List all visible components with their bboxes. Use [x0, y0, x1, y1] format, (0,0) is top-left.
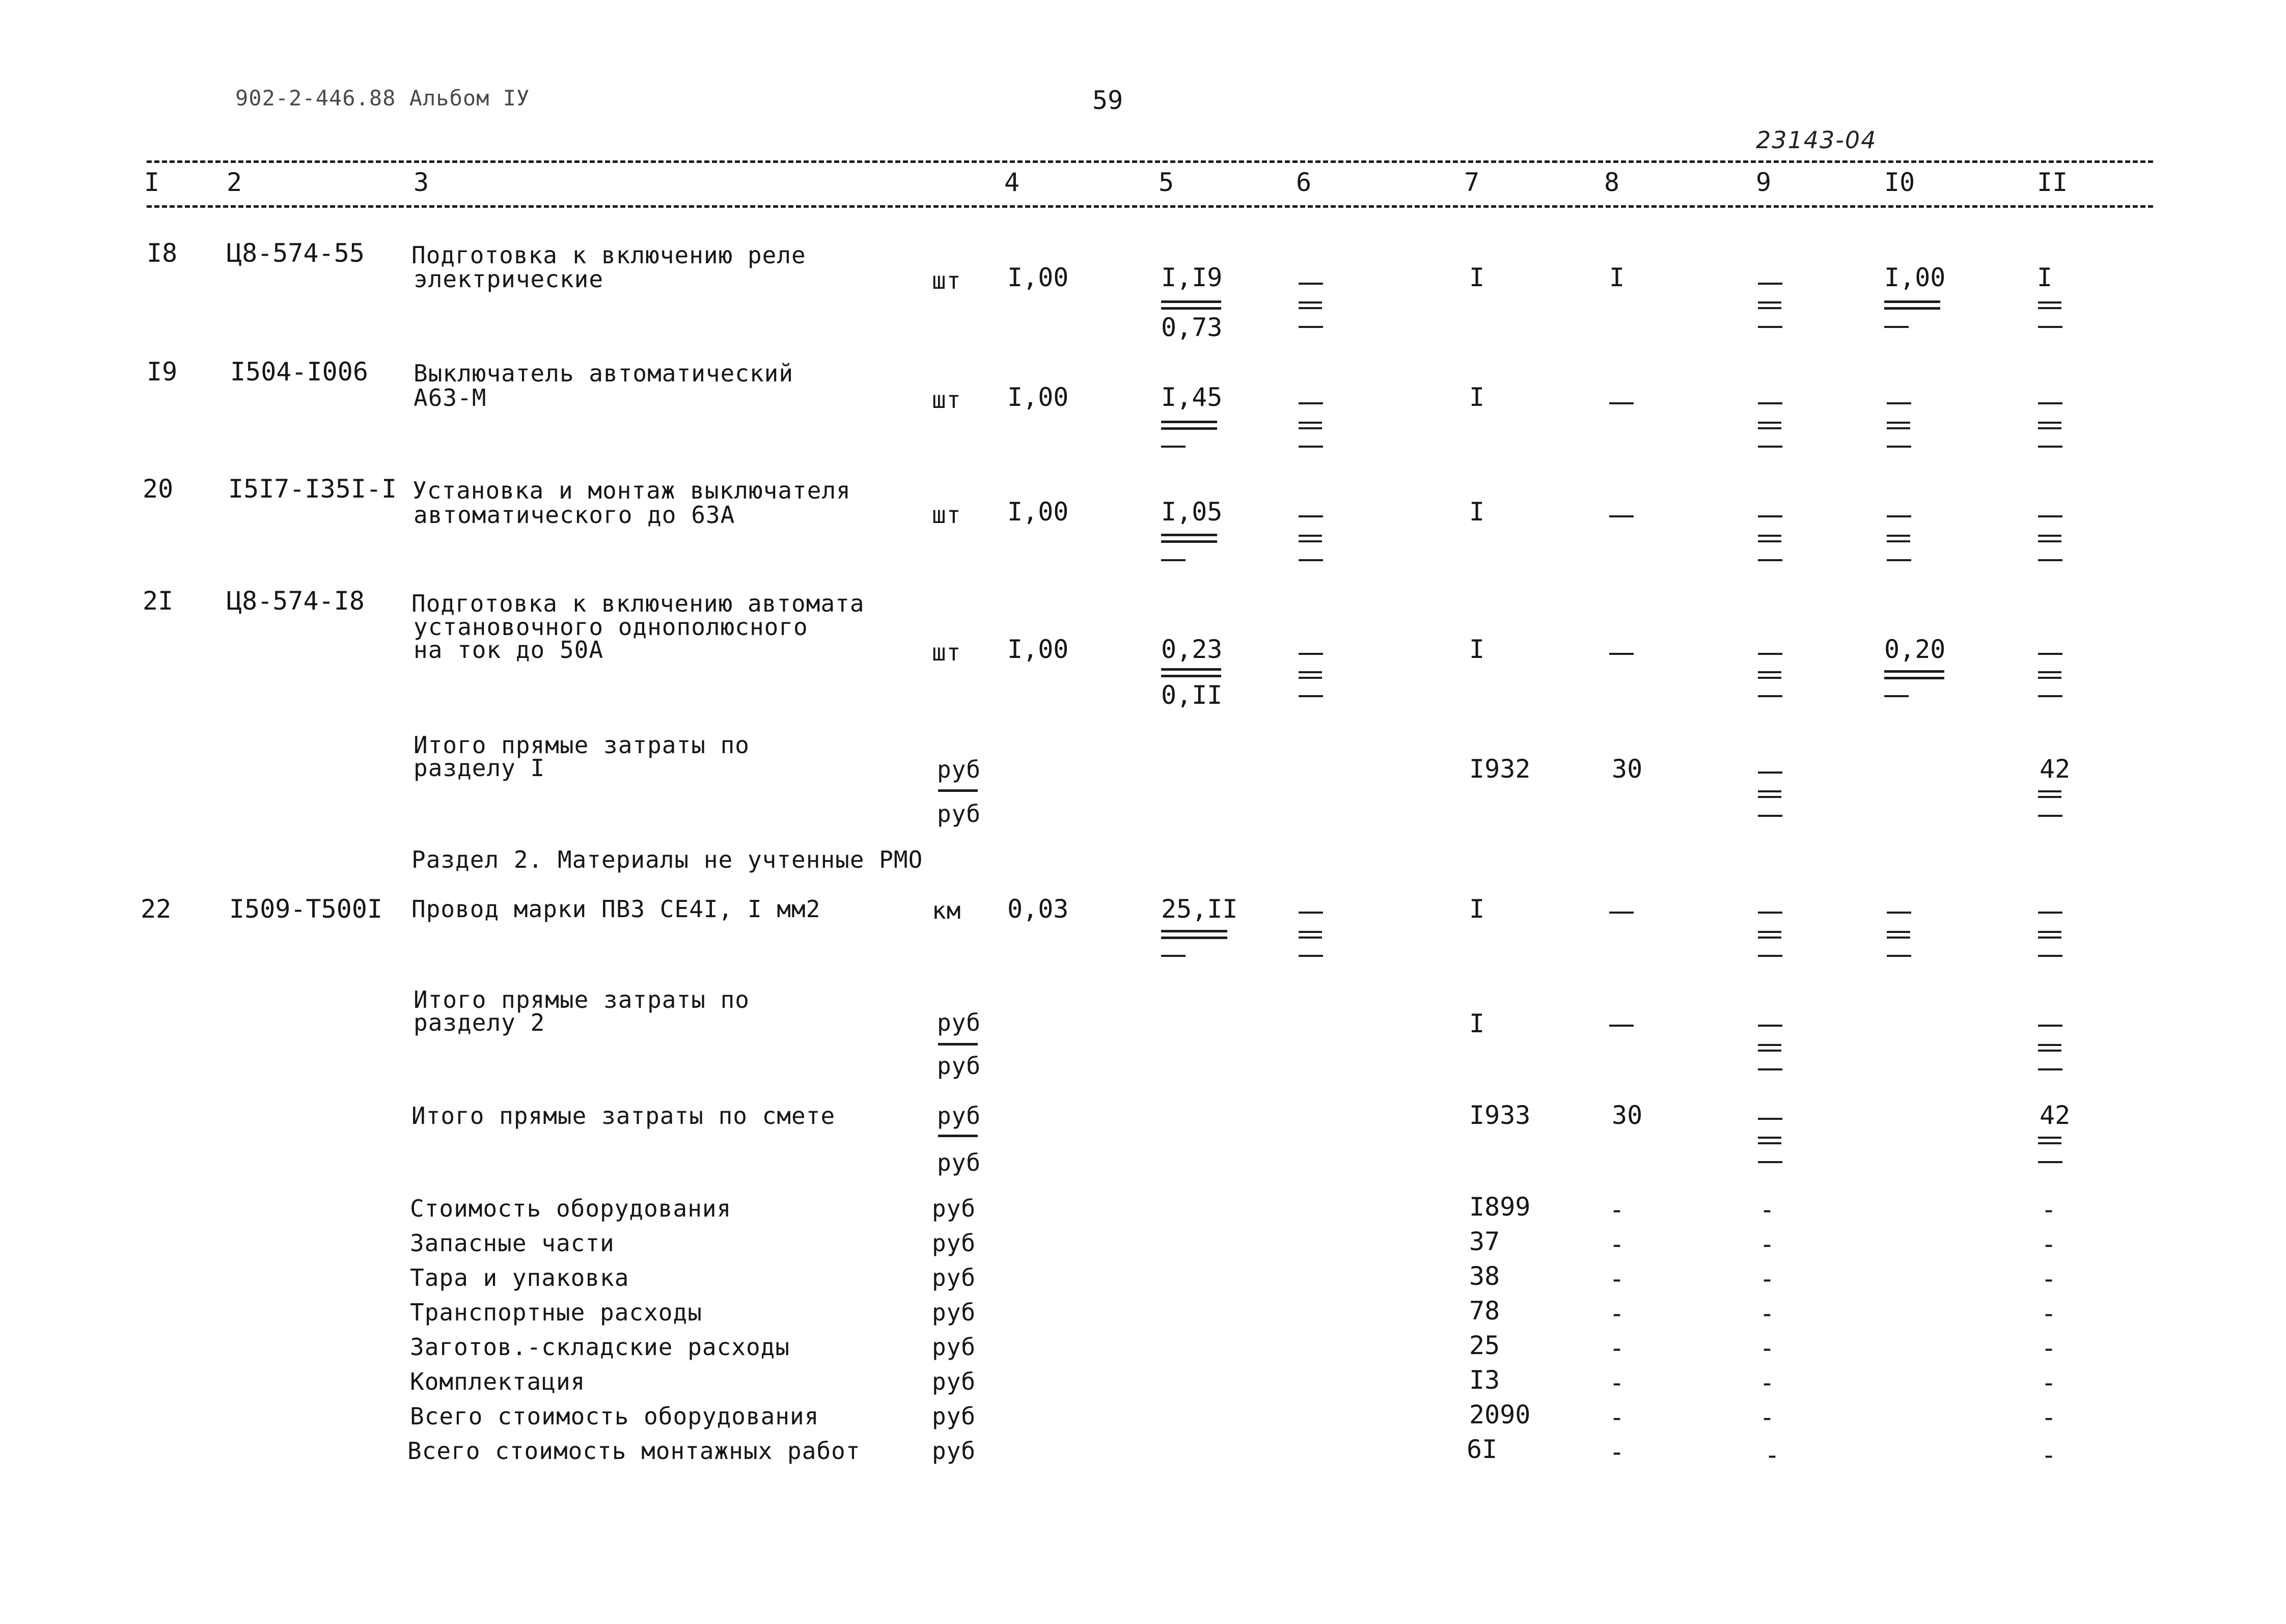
fraction-rule — [938, 1043, 978, 1045]
dash-fraction-mark — [1299, 931, 1322, 933]
column-number-5: 5 — [1159, 168, 1174, 197]
dash-mark — [1609, 653, 1634, 655]
dash-mark — [1609, 515, 1634, 517]
column-10-top: I,00 — [1884, 263, 1946, 292]
dash-mark — [2038, 559, 2062, 561]
dash-fraction-mark — [1887, 422, 1910, 424]
summary-label: Стоимость оборудования — [410, 1195, 732, 1222]
dash-fraction-mark — [2038, 422, 2061, 424]
unit-bottom: руб — [937, 1052, 981, 1080]
unit: шт — [932, 639, 961, 666]
dash-mark — [2038, 1068, 2062, 1070]
dash-mark — [1887, 446, 1911, 448]
dash-fraction-mark — [1758, 535, 1781, 537]
dash-fraction-mark — [1758, 671, 1781, 673]
summary-value: 78 — [1469, 1296, 1500, 1326]
dash-mark — [1299, 446, 1323, 448]
dash-mark — [1758, 1068, 1782, 1070]
total-cost: I — [1469, 894, 1485, 924]
dash-mark — [2038, 695, 2062, 697]
summary-unit: руб — [932, 1299, 976, 1326]
dash-mark — [2038, 815, 2062, 817]
dash-fraction-mark — [2038, 671, 2061, 673]
summary-unit: руб — [932, 1195, 976, 1222]
dash-mark — [1299, 955, 1323, 957]
dash-mark — [1161, 446, 1186, 448]
dash-mark — [1758, 283, 1782, 285]
unit: км — [932, 897, 961, 924]
summary-label: Комплектация — [410, 1368, 586, 1395]
dash-mark — [1299, 515, 1323, 517]
summary-dash: - — [1759, 1264, 1775, 1293]
total-cost: I932 — [1469, 754, 1531, 784]
column-number-4: 4 — [1004, 168, 1020, 197]
dash-fraction-mark — [1758, 301, 1781, 304]
item-name-line: Выключатель автоматический — [414, 360, 794, 387]
summary-unit: руб — [932, 1229, 976, 1257]
unit-cost-top: I,I9 — [1161, 263, 1223, 292]
album-reference: 902-2-446.88 Альбом IУ — [235, 86, 530, 111]
summary-value: 6I — [1467, 1435, 1498, 1464]
unit: руб — [937, 756, 981, 783]
summary-dash: - — [1759, 1299, 1775, 1328]
summary-dash: - — [2041, 1440, 2057, 1470]
item-name-line: установочного однополюсного — [414, 613, 808, 641]
wage-cost: 30 — [1612, 754, 1643, 784]
dash-mark — [1758, 515, 1782, 517]
unit-cost-top: 0,23 — [1161, 635, 1223, 664]
price-code: Ц8-574-55 — [227, 238, 365, 268]
item-name-line: Итого прямые затраты по — [414, 731, 750, 759]
summary-dash: - — [2041, 1402, 2057, 1432]
dash-mark — [1609, 1025, 1634, 1027]
header-bottom-rule — [147, 205, 2153, 208]
item-name-line: разделу I — [414, 754, 545, 782]
unit: шт — [932, 267, 961, 294]
dash-mark — [1887, 955, 1911, 957]
fraction-rule — [1161, 421, 1217, 423]
summary-dash: - — [1609, 1195, 1625, 1224]
summary-dash: - — [2041, 1195, 2057, 1224]
dash-mark — [1758, 559, 1782, 561]
quantity: I,00 — [1007, 263, 1069, 292]
dash-fraction-mark — [1299, 535, 1322, 537]
summary-dash: - — [1609, 1368, 1625, 1397]
fraction-rule — [938, 1135, 978, 1137]
column-11-top: 42 — [2040, 1100, 2071, 1130]
quantity: I,00 — [1007, 497, 1069, 527]
dash-mark — [1758, 326, 1782, 328]
quantity: I,00 — [1007, 635, 1069, 664]
dash-fraction-mark — [1887, 931, 1910, 933]
unit-bottom: руб — [937, 1149, 981, 1176]
price-code: I5I7-I35I-I — [228, 474, 397, 504]
fraction-rule — [1884, 300, 1940, 303]
unit: руб — [937, 1102, 981, 1130]
fraction-rule — [1161, 534, 1217, 536]
dash-mark — [1758, 955, 1782, 957]
dash-mark — [1299, 559, 1323, 561]
item-name-line: А63-М — [414, 384, 487, 411]
dash-mark — [1758, 1025, 1782, 1027]
dash-mark — [1758, 1118, 1782, 1120]
summary-value: 25 — [1469, 1331, 1500, 1360]
dash-fraction-mark — [1299, 671, 1322, 673]
unit-bottom: руб — [937, 800, 981, 828]
row-number: 20 — [143, 474, 174, 504]
item-name-line: Подготовка к включению автомата — [411, 590, 865, 617]
summary-label: Всего стоимость оборудования — [410, 1402, 819, 1430]
column-number-9: 9 — [1756, 168, 1772, 197]
dash-mark — [1609, 402, 1634, 404]
summary-value: 38 — [1469, 1261, 1500, 1291]
dash-mark — [1887, 515, 1911, 517]
summary-dash: - — [1759, 1402, 1775, 1432]
total-cost: I933 — [1469, 1100, 1531, 1130]
item-name-line: на ток до 50А — [414, 636, 604, 664]
item-name-line: Итого прямые затраты по — [414, 986, 750, 1013]
dash-fraction-mark — [2038, 790, 2061, 792]
unit-cost-bottom: 0,73 — [1161, 313, 1223, 342]
summary-dash: - — [1609, 1333, 1625, 1363]
column-number-1: I — [144, 168, 160, 197]
summary-value: I3 — [1469, 1365, 1500, 1395]
summary-dash: - — [2041, 1368, 2057, 1397]
dash-mark — [2038, 326, 2062, 328]
dash-mark — [2038, 653, 2062, 655]
item-name-line: Итого прямые затраты по смете — [411, 1102, 836, 1130]
item-name-line: разделу 2 — [414, 1009, 545, 1036]
wage-cost: 30 — [1612, 1100, 1643, 1130]
column-number-2: 2 — [227, 168, 242, 197]
dash-mark — [1299, 402, 1323, 404]
dash-mark — [1758, 912, 1782, 914]
column-number-8: 8 — [1604, 168, 1620, 197]
document-code: 23143-04 — [1756, 126, 1877, 154]
summary-dash: - — [1759, 1333, 1775, 1363]
column-11-top: I — [2037, 263, 2053, 292]
summary-dash: - — [1609, 1264, 1625, 1293]
dash-mark — [1758, 446, 1782, 448]
dash-mark — [1758, 695, 1782, 697]
dash-mark — [2038, 402, 2062, 404]
dash-mark — [1299, 653, 1323, 655]
dash-mark — [2038, 515, 2062, 517]
summary-value: 2090 — [1469, 1400, 1531, 1429]
dash-mark — [1161, 559, 1186, 561]
dash-fraction-mark — [1758, 790, 1781, 792]
item-name-line: Провод марки ПВЗ СЕ4I, I мм2 — [411, 895, 821, 923]
summary-dash: - — [1765, 1440, 1780, 1470]
row-number: I9 — [147, 357, 178, 387]
summary-unit: руб — [932, 1437, 976, 1465]
summary-unit: руб — [932, 1368, 976, 1395]
column-number-7: 7 — [1464, 168, 1480, 197]
column-number-10: I0 — [1884, 168, 1915, 197]
dash-mark — [1887, 912, 1911, 914]
dash-fraction-mark — [1758, 422, 1781, 424]
unit-cost-top: I,45 — [1161, 382, 1223, 412]
dash-mark — [1299, 326, 1323, 328]
row-number: 22 — [141, 894, 172, 924]
dash-mark — [2038, 446, 2062, 448]
dash-fraction-mark — [1758, 1137, 1781, 1139]
price-code: Ц8-574-I8 — [227, 586, 365, 616]
dash-fraction-mark — [1758, 1044, 1781, 1046]
column-11-top: 42 — [2040, 754, 2071, 784]
total-cost: I — [1469, 263, 1485, 292]
total-cost: I — [1469, 497, 1485, 527]
price-code: I504-I006 — [230, 357, 368, 387]
quantity: 0,03 — [1007, 894, 1069, 924]
fraction-rule — [1161, 930, 1227, 932]
dash-fraction-mark — [1299, 301, 1322, 304]
unit-cost-top: I,05 — [1161, 497, 1223, 527]
fraction-rule — [1161, 668, 1221, 671]
dash-mark — [1884, 695, 1909, 697]
summary-label: Заготов.-складские расходы — [410, 1333, 790, 1361]
item-name-line: Подготовка к включению реле — [411, 241, 806, 269]
fraction-rule — [1884, 670, 1944, 673]
dash-fraction-mark — [2038, 301, 2061, 304]
summary-unit: руб — [932, 1402, 976, 1430]
column-number-11: II — [2037, 168, 2068, 197]
dash-fraction-mark — [2038, 1137, 2061, 1139]
row-number: 2I — [143, 586, 174, 616]
row-number: I8 — [147, 238, 178, 268]
summary-dash: - — [1609, 1229, 1625, 1259]
dash-mark — [2038, 1025, 2062, 1027]
fraction-rule — [1161, 300, 1221, 303]
dash-mark — [1758, 815, 1782, 817]
summary-dash: - — [1609, 1437, 1625, 1467]
summary-dash: - — [1609, 1402, 1625, 1432]
dash-mark — [1758, 402, 1782, 404]
dash-mark — [1609, 912, 1634, 914]
price-code: I509-Т500I — [229, 894, 383, 924]
header-top-rule — [147, 160, 2153, 163]
summary-unit: руб — [932, 1333, 976, 1361]
column-10-top: 0,20 — [1884, 635, 1946, 664]
item-name-line: электрические — [414, 265, 604, 293]
summary-value: 37 — [1469, 1227, 1500, 1256]
summary-label: Тара и упаковка — [410, 1264, 629, 1291]
column-number-6: 6 — [1296, 168, 1312, 197]
item-name-line: Установка и монтаж выключателя — [412, 477, 851, 504]
dash-fraction-mark — [1758, 931, 1781, 933]
summary-dash: - — [2041, 1264, 2057, 1293]
dash-mark — [1299, 695, 1323, 697]
dash-mark — [1758, 772, 1782, 774]
dash-mark — [1299, 283, 1323, 285]
unit: шт — [932, 386, 961, 414]
dash-mark — [1758, 1161, 1782, 1163]
unit: шт — [932, 501, 961, 529]
column-number-3: 3 — [414, 168, 429, 197]
summary-value: I899 — [1469, 1192, 1531, 1222]
dash-mark — [1887, 559, 1911, 561]
dash-mark — [1758, 653, 1782, 655]
total-cost: I — [1469, 382, 1485, 412]
dash-mark — [2038, 1161, 2062, 1163]
total-cost: I — [1469, 1009, 1485, 1038]
summary-dash: - — [2041, 1333, 2057, 1363]
summary-dash: - — [1609, 1299, 1625, 1328]
summary-label: Транспортные расходы — [410, 1299, 702, 1326]
dash-mark — [1299, 912, 1323, 914]
summary-dash: - — [2041, 1229, 2057, 1259]
unit-cost-top: 25,II — [1161, 894, 1238, 924]
total-cost: I — [1469, 635, 1485, 664]
dash-fraction-mark — [2038, 931, 2061, 933]
summary-unit: руб — [932, 1264, 976, 1291]
dash-fraction-mark — [2038, 1044, 2061, 1046]
dash-mark — [1161, 955, 1186, 957]
dash-mark — [2038, 955, 2062, 957]
dash-mark — [1884, 326, 1909, 328]
summary-label: Запасные части — [410, 1229, 615, 1257]
summary-dash: - — [1759, 1229, 1775, 1259]
dash-fraction-mark — [1299, 422, 1322, 424]
dash-mark — [1887, 402, 1911, 404]
dash-mark — [2038, 912, 2062, 914]
unit: руб — [937, 1009, 981, 1036]
dash-fraction-mark — [2038, 535, 2061, 537]
summary-label: Всего стоимость монтажных работ — [407, 1437, 861, 1465]
dash-fraction-mark — [1887, 535, 1910, 537]
fraction-rule — [938, 789, 978, 792]
summary-dash: - — [1759, 1368, 1775, 1397]
wage-cost: I — [1609, 263, 1625, 292]
section-heading: Раздел 2. Материалы не учтенные РМО — [411, 846, 923, 873]
summary-dash: - — [1759, 1195, 1775, 1224]
page-number: 59 — [1092, 86, 1123, 115]
quantity: I,00 — [1007, 382, 1069, 412]
summary-dash: - — [2041, 1299, 2057, 1328]
item-name-line: автоматического до 63А — [414, 501, 735, 529]
unit-cost-bottom: 0,II — [1161, 680, 1223, 710]
